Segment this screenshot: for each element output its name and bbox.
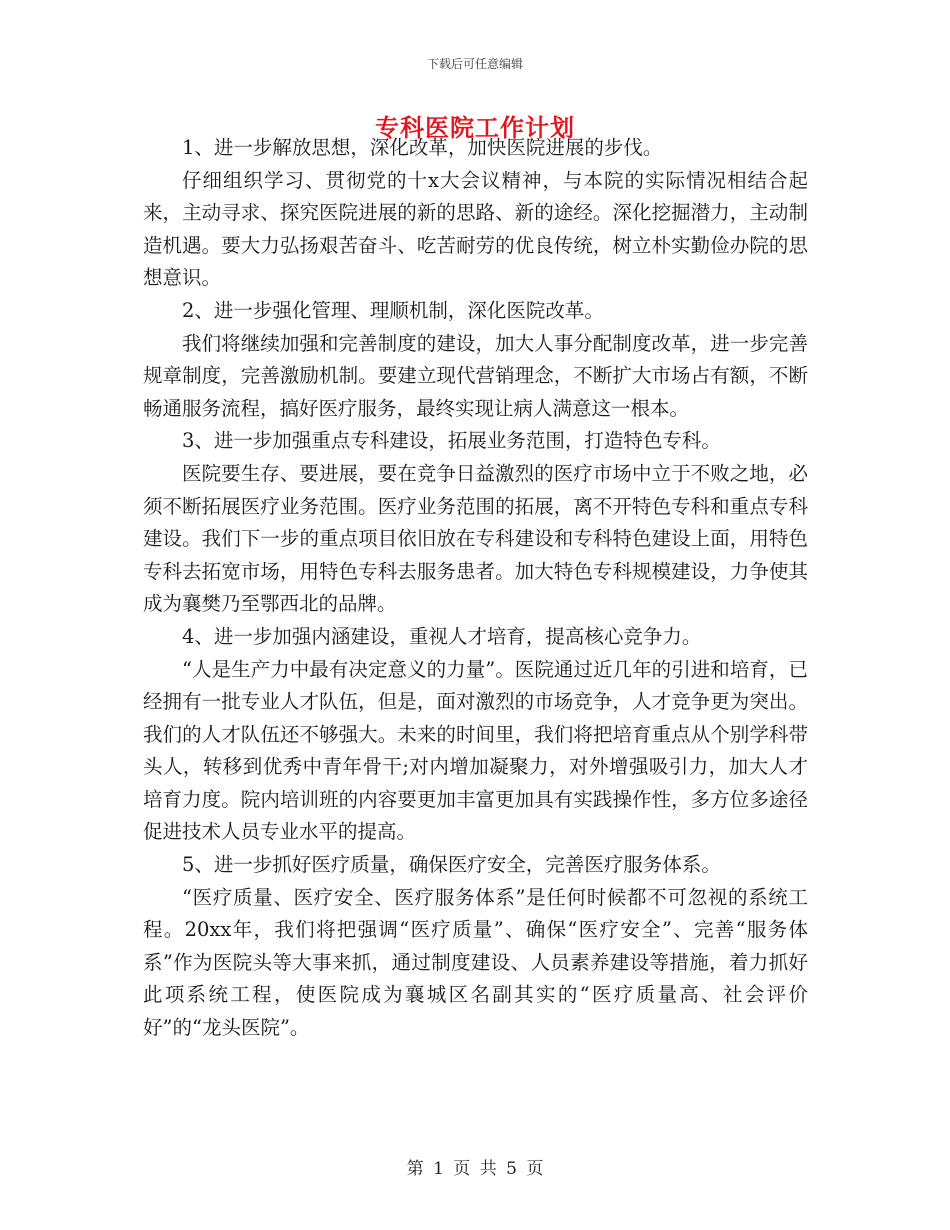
section-heading-5: 5、进一步抓好医疗质量，确保医疗安全，完善医疗服务体系。	[182, 853, 721, 877]
section-heading-2: 2、进一步强化管理、理顺机制，深化医院改革。	[182, 298, 604, 322]
body-paragraph: 医院要生存、要进展，要在竞争日益激烈的医疗市场中立于不败之地，必须不断拓展医疗业务范围。医疗业务范围的拓展，离不开特色专科和重点专科建设。我们下一步的重点项目依旧放在专科建设和专科特色建设上面，用特色专科去拓宽市场，用特色专科去服务患者。加大特色专科规模建设，力争使其成为襄樊乃至鄂西北的品牌。	[143, 461, 808, 616]
body-paragraph: “医疗质量、医疗安全、医疗服务体系”是任何时候都不可忽视的系统工程。20xx年，我们将把强调“医疗质量”、确保“医疗安全”、完善“服务体系”作为医院头等大事来抓，通过制度建设、人员素养建设等措施，着力抓好此项系统工程，使医院成为襄城区名副其实的“医疗质量高、社会评价好”的“龙头医院”。	[143, 885, 808, 1040]
page-number-footer: 第 1 页 共 5 页	[406, 1159, 544, 1179]
body-paragraph: “人是生产力中最有决定意义的力量”。医院通过近几年的引进和培育，已经拥有一批专业人才队伍，但是，面对激烈的市场竞争，人才竞争更为突出。我们的人才队伍还不够强大。未来的时间里，我们将把培育重点从个别学科带头人，转移到优秀中青年骨干;对内增加凝聚力，对外增强吸引力，加大人才培育力度。院内培训班的内容要更加丰富更加具有实践操作性，多方位多途径促进技术人员专业水平的提高。	[143, 657, 808, 844]
page-header-note: 下载后可任意编辑	[426, 57, 523, 71]
section-heading-1: 1、进一步解放思想，深化改革，加快医院进展的步伐。	[182, 136, 663, 159]
document-body	[143, 132, 808, 1045]
section-heading-3: 3、进一步加强重点专科建设，拓展业务范围，打造特色专科。	[182, 429, 721, 453]
body-paragraph: 我们将继续加强和完善制度的建设，加大人事分配制度改革，进一步完善规章制度，完善激励机制。要建立现代营销理念，不断扩大市场占有额，不断畅通服务流程，搞好医疗服务，最终实现让病人满意这一根本。	[143, 331, 808, 420]
section-heading-4: 4、进一步加强内涵建设，重视人才培育，提高核心竞争力。	[182, 624, 702, 648]
document-title: 专科医院工作计划	[375, 113, 575, 142]
body-paragraph: 仔细组织学习、贯彻党的十x大会议精神，与本院的实际情况相结合起来，主动寻求、探究医院进展的新的思路、新的途经。深化挖掘潜力，主动制造机遇。要大力弘扬艰苦奋斗、吃苦耐劳的优良传统，树立朴实勤俭办院的思想意识。	[143, 168, 808, 290]
